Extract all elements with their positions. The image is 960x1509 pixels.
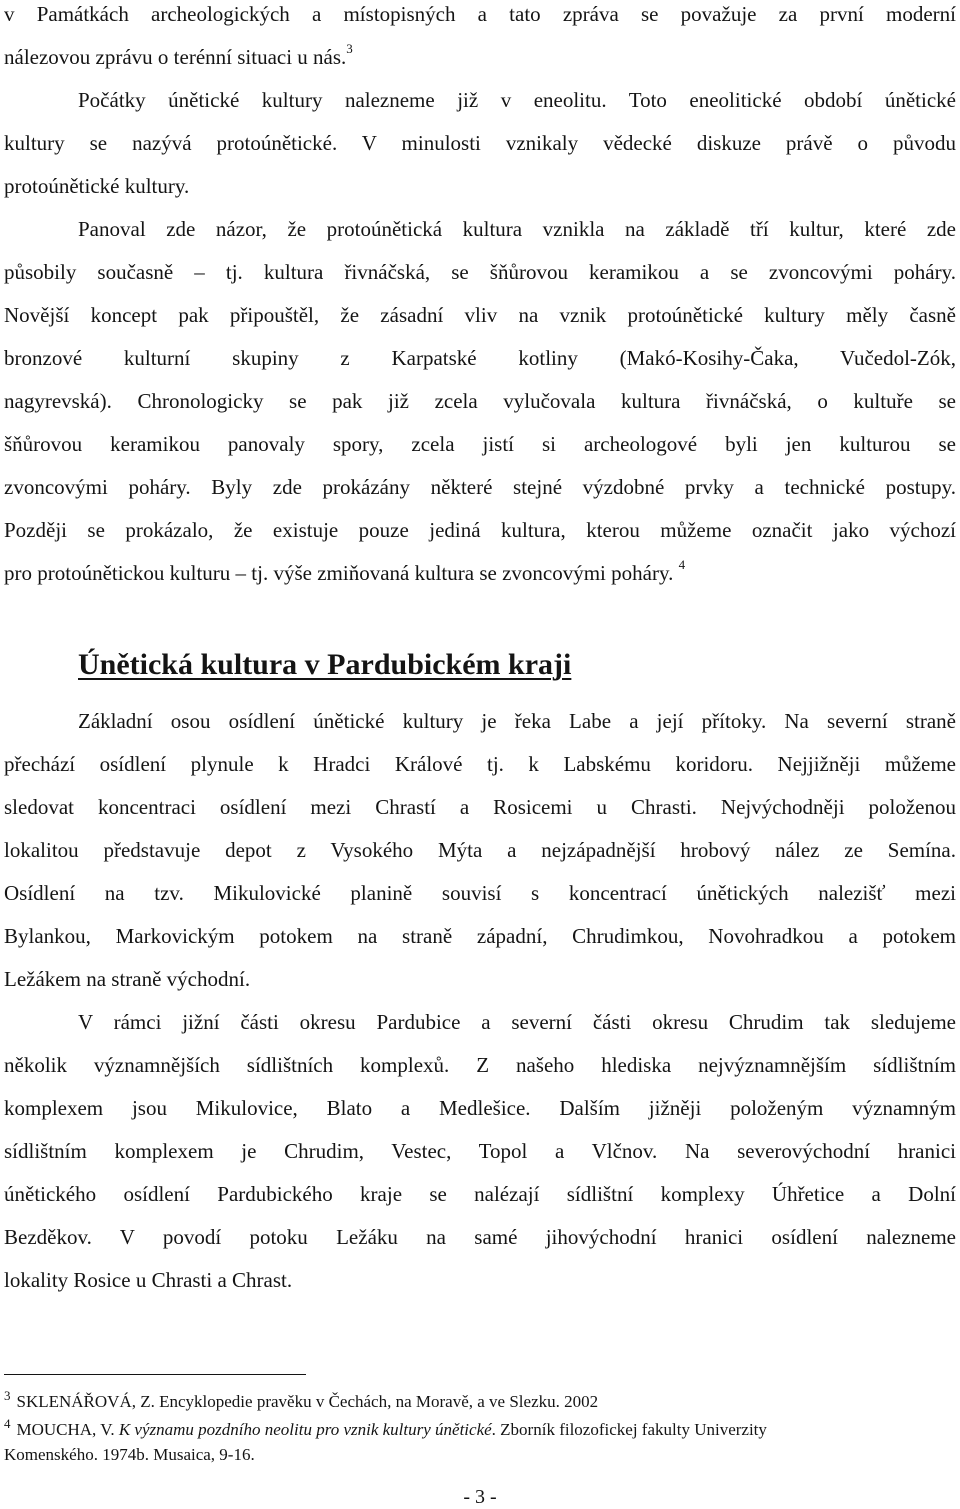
footnote-number: 4 (4, 1416, 11, 1431)
body-text-line: Osídlení na tzv. Mikulovické planině souvisí s koncentrací únětických nalezišť mezi (4, 881, 956, 905)
body-text-line: Bylankou, Markovickým potokem na straně západní, Chrudimkou, Novohradkou a potokem (4, 924, 956, 948)
body-text-line: nagyrevská). Chronologicky se pak již zcela vylučovala kultura řivnáčská, o kultuře se (4, 389, 956, 413)
body-text-line: Ležákem na straně východní. (4, 967, 251, 991)
footnote-text: . Zborník filozofickej fakulty Univerzity (491, 1420, 767, 1439)
body-text-line: šňůrovou keramikou panovaly spory, zcela jistí si archeologové byli jen kulturou se (4, 432, 956, 456)
body-text-line: lokality Rosice u Chrasti a Chrast. (4, 1268, 293, 1292)
body-text-line: sídlištním komplexem je Chrudim, Vestec, Topol a Vlčnov. Na severovýchodní hranici (4, 1139, 956, 1163)
body-text-line: několik významnějších sídlištních komplexů. Z našeho hlediska nejvýznamnějším sídlištním (4, 1053, 956, 1077)
footnote-author: MOUCHA, V. (16, 1420, 115, 1439)
footnote-ref: 3 (346, 41, 353, 56)
body-text-line: zvoncovými poháry. Byly zde prokázány některé stejné výzdobné prvky a technické postupy. (4, 475, 956, 499)
body-text-line: nálezovou zprávu o terénní situaci u nás.$^3$ (4, 41, 353, 69)
body-text-line: Později se prokázalo, že existuje pouze jediná kultura, kterou můžeme označit jako výchozí (4, 518, 956, 542)
body-text-line: pro protoúnětickou kulturu – tj. výše zmiňovaná kultura se zvoncovými poháry. $^4$ (4, 557, 686, 585)
body-text-line: Bezděkov. V povodí potoku Ležáku na samé jihovýchodní hranici osídlení nalezneme (4, 1225, 956, 1249)
body-text-line: Počátky únětické kultury nalezneme již v eneolitu. Toto eneolitické období únětické (78, 88, 956, 112)
body-text-line: přechází osídlení plynule k Hradci Králové tj. k Labskému koridoru. Nejjižněji můžeme (4, 752, 956, 776)
footnote-number: 3 (4, 1388, 11, 1403)
body-text-line: Panoval zde názor, že protoúnětická kultura vznikla na základě tří kultur, které zde (78, 217, 956, 241)
body-text-line: kultury se nazývá protoúnětické. V minulosti vznikaly vědecké diskuze právě o původu (4, 131, 956, 155)
footnote-separator (4, 1374, 306, 1375)
footnote-ref: 4 (678, 557, 686, 572)
body-text-line: protoúnětické kultury. (4, 174, 190, 198)
body-text-line: v Památkách archeologických a místopisných a tato zpráva se považuje za první moderní (4, 2, 956, 26)
body-text-line: sledovat koncentraci osídlení mezi Chrastí a Rosicemi u Chrasti. Nejvýchodněji položenou (4, 795, 956, 819)
footnote-text: SKLENÁŘOVÁ, Z. Encyklopedie pravěku v Čechách, na Moravě, a ve Slezku. 2002 (16, 1392, 599, 1411)
body-text-line: V rámci jižní části okresu Pardubice a severní části okresu Chrudim tak sledujeme (78, 1010, 956, 1034)
footnote-4-continuation: Komenského. 1974b. Musaica, 9-16. (4, 1445, 255, 1464)
body-text-line: únětického osídlení Pardubického kraje se nalézají sídlištní komplexy Úhřetice a Dolní (4, 1182, 956, 1206)
body-text-line: komplexem jsou Mikulovice, Blato a Medlešice. Dalším jižněji položeným významným (4, 1096, 956, 1120)
page-number: - 3 - (463, 1486, 497, 1508)
body-text-line: působily současně – tj. kultura řivnáčská, se šňůrovou keramikou a se zvoncovými poháry. (4, 260, 956, 284)
body-text-line: lokalitou představuje depot z Vysokého Mýta a nejzápadnější hrobový nález ze Semína. (4, 838, 956, 862)
footnote-3 (4, 1388, 599, 1413)
body-text-line: Základní osou osídlení únětické kultury je řeka Labe a její přítoky. Na severní straně (78, 709, 956, 733)
body-text-line: Novější koncept pak připouštěl, že zásadní vliv na vznik protoúnětické kultury měly časně (4, 303, 956, 327)
body-text-line: bronzové kulturní skupiny z Karpatské kotliny (Makó-Kosihy-Čaka, Vučedol-Zók, (4, 346, 956, 370)
footnote-title: K významu pozdního neolitu pro vznik kultury únětické (118, 1420, 492, 1439)
section-heading: Únětická kultura v Pardubickém kraji (78, 648, 572, 681)
footnote-4 (4, 1416, 767, 1441)
